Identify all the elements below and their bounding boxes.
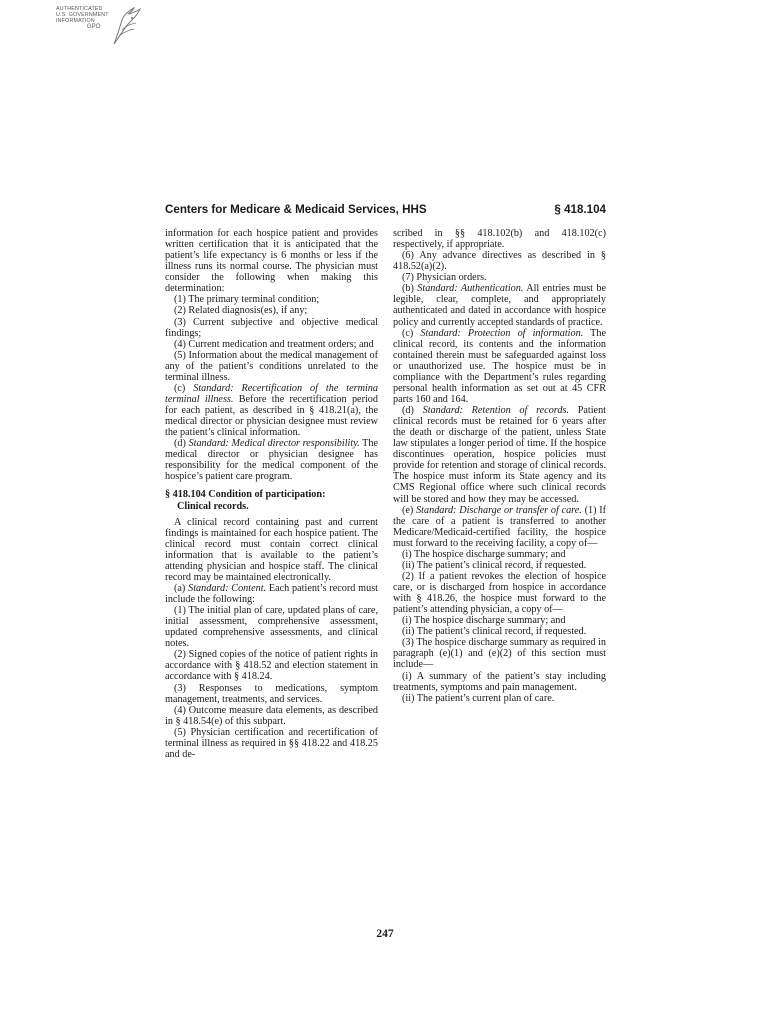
section-heading-title: § 418.104 Condition of participation: [165, 489, 326, 501]
paragraph: (2) Related diagnosis(es), if any; [174, 305, 308, 317]
paragraph: (1) The initial plan of care, updated plans of care, initial assessment, comprehensive assessment, updated comprehensive assessments, and clinical notes. [165, 605, 378, 650]
paragraph: (2) If a patient revokes the election of hospice care, or is discharged from hospice in accordance with § 418.26, the hospice must forward to the patient’s attending physician, a copy of— [393, 570, 606, 616]
paragraph: (1) The primary terminal condition; [174, 294, 320, 306]
paragraph: (4) Current medication and treatment orders; and [174, 338, 374, 350]
paragraph: (d) Standard: Medical director responsibility. The medical director or physician designee has responsibility for the medical component of the hospice’s patient care program. [165, 438, 379, 483]
paragraph: (a) Standard: Content. Each patient’s record must include the following: [165, 582, 378, 605]
paragraph: (4) Outcome measure data elements, as described in § 418.54(e) of this subpart. [165, 704, 378, 727]
paragraph: (b) Standard: Authentication. All entries must be legible, clear, complete, and appropriately authenticated and dated in accordance with hospice policy and currently accepted standards of practice. [393, 283, 606, 328]
paragraph: (ii) The patient’s current plan of care. [402, 692, 555, 704]
paragraph: (3) Current subjective and objective medical findings; [165, 316, 378, 339]
paragraph: scribed in §§ 418.102(b) and 418.102(c) respectively, if appropriate. [393, 228, 606, 251]
paragraph: (c) Standard: Protection of information. The clinical record, its contents and the information contained therein must be safeguarded against loss or unauthorized use. The hospice must be in compliance with the Department’s rules regarding personal health information as set out at 45 CFR parts 160 and 164. [393, 327, 606, 405]
paragraph: (7) Physician orders. [402, 272, 487, 284]
logo-line: GPO [86, 24, 101, 30]
eagle-icon [110, 6, 144, 48]
paragraph: (5) Information about the medical management of any of the patient’s conditions unrelated to the terminal illness. [165, 349, 378, 383]
paragraph: (6) Any advance directives as described in § 418.52(a)(2). [393, 250, 606, 273]
right-column [393, 228, 606, 704]
page-number: 247 [376, 928, 394, 940]
paragraph: (i) The hospice discharge summary; and [402, 615, 566, 627]
paragraph: (i) The hospice discharge summary; and [402, 548, 566, 560]
paragraph: A clinical record containing past and current findings is maintained for each hospice patient. The clinical record must contain correct clinical information that is available to the patient’s attending physician and hospice staff. The clinical record may be maintained electronically. [165, 516, 378, 583]
section-number: § 418.104 [554, 203, 606, 216]
section-heading-subtitle: Clinical records. [177, 500, 249, 512]
paragraph: (ii) The patient’s clinical record, if requested. [402, 626, 587, 638]
paragraph: (3) Responses to medications, symptom management, treatments, and services. [165, 682, 378, 705]
paragraph: (i) A summary of the patient’s stay including treatments, symptoms and pain management. [393, 670, 606, 693]
paragraph: (c) Standard: Recertification of the termina terminal illness. Before the recertification period for each patient, as described in § 418.21(a), the medical director or physician designee must review the patient’s clinical information. [165, 382, 378, 439]
logo-line: AUTHENTICATED [56, 6, 103, 12]
running-head [165, 203, 606, 217]
logo-line: INFORMATION [56, 18, 95, 24]
paragraph: information for each hospice patient and provides written certification that it is anticipated that the patient’s life expectancy is 6 months or less if the illness runs its normal course. The physician must consider the following when making this determination: [165, 228, 378, 295]
paragraph: (5) Physician certification and recertification of terminal illness as required in §§ 418.22 and 418.25 and de- [165, 726, 378, 760]
gpo-logo-text [56, 6, 109, 30]
paragraph: (3) The hospice discharge summary as required in paragraph (e)(1) and (e)(2) of this section must include— [393, 637, 606, 671]
paragraph: (d) Standard: Retention of records. Patient clinical records must be retained for 6 years after the death or discharge of the patient, unless State law stipulates a longer period of time. If the hospice discontinues operation, hospice policies must provide for retention and storage of clinical records. The hospice must inform its State agency and its CMS Regional office where such clinical records will be stored and how they may be accessed. [393, 405, 606, 505]
paragraph: (ii) The patient’s clinical record, if requested. [402, 559, 587, 571]
paragraph: (2) Signed copies of the notice of patient rights in accordance with § 418.52 and election statement in accordance with § 418.24. [165, 649, 378, 683]
section-heading [165, 489, 378, 511]
logo-line: U.S. GOVERNMENT [56, 12, 109, 18]
agency-title: Centers for Medicare & Medicaid Services, HHS [165, 203, 427, 216]
paragraph: (e) Standard: Discharge or transfer of care. (1) If the care of a patient is transferred to another Medicare/Medicaid-certified facility, the hospice must forward to the receiving facility, a copy of— [393, 504, 607, 549]
gpo-authentication-logo [56, 6, 146, 48]
left-column [165, 228, 378, 760]
